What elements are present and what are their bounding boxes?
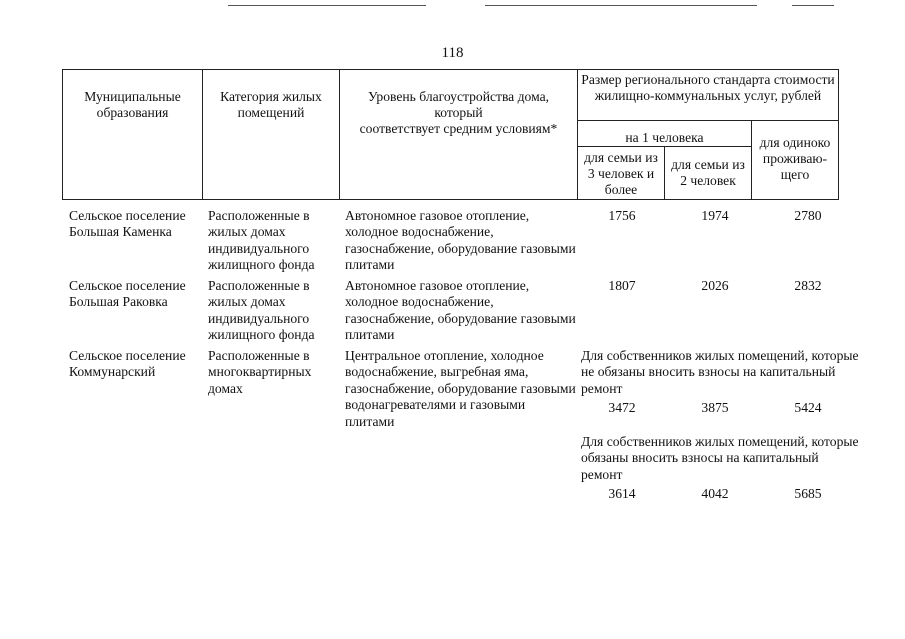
header-category: Категория жилых помещений [203,70,340,200]
header-family2: для семьи из 2 человек [665,147,752,200]
note-capital-repair: Для собственников жилых помещений, которые обязаны вносить взносы на капитальный ремонт [581,434,859,482]
header-single: для одиноко проживаю-щего [752,121,839,200]
row-level: Центральное отопление, холодное водоснабжение, выгребная яма, газоснабжение, оборудование газовыми водонагревателями и газовыми плитами [345,348,576,429]
row-category: Расположенные в многоквартирных домах [208,348,312,396]
row-a-single: 5424 [794,400,822,415]
header-level [340,70,578,200]
row-b-family3: 3614 [608,486,636,501]
row-family2: 2026 [701,278,729,293]
row-family3: 1807 [608,278,636,293]
row-single: 2780 [794,208,822,223]
row-single: 2832 [794,278,822,293]
row-b-family2: 4042 [701,486,729,501]
header-level-line2: соответствует средним условиям* [359,121,558,136]
scan-line [485,5,757,6]
scan-line [792,5,834,6]
row-family2: 1974 [701,208,729,223]
header-per-person: на 1 человека [578,121,752,147]
row-level: Автономное газовое отопление, холодное водоснабжение, газоснабжение, оборудование газовыми плитами [345,278,576,343]
table-header [62,69,839,200]
note-no-capital-repair: Для собственников жилых помещений, которые не обязаны вносить взносы на капитальный ремонт [581,348,859,396]
row-level: Автономное газовое отопление, холодное водоснабжение, газоснабжение, оборудование газовыми плитами [345,208,576,273]
row-a-family3: 3472 [608,400,636,415]
header-standard: Размер регионального стандарта стоимости жилищно-коммунальных услуг, рублей [578,70,839,121]
row-category: Расположенные в жилых домах индивидуального жилищного фонда [208,278,315,343]
page-number: 118 [441,45,464,61]
row-a-family2: 3875 [701,400,729,415]
header-municipality: Муниципальные образования [63,70,203,200]
row-municipality: Сельское поселение Большая Каменка [69,208,186,240]
row-municipality: Сельское поселение Коммунарский [69,348,186,380]
header-level-line1: Уровень благоустройства дома, который [367,89,550,120]
row-family3: 1756 [608,208,636,223]
row-municipality: Сельское поселение Большая Раковка [69,278,186,310]
row-category: Расположенные в жилых домах индивидуального жилищного фонда [208,208,315,273]
scan-line [228,5,426,6]
header-family3: для семьи из 3 человек и более [578,147,665,200]
row-b-single: 5685 [794,486,822,501]
